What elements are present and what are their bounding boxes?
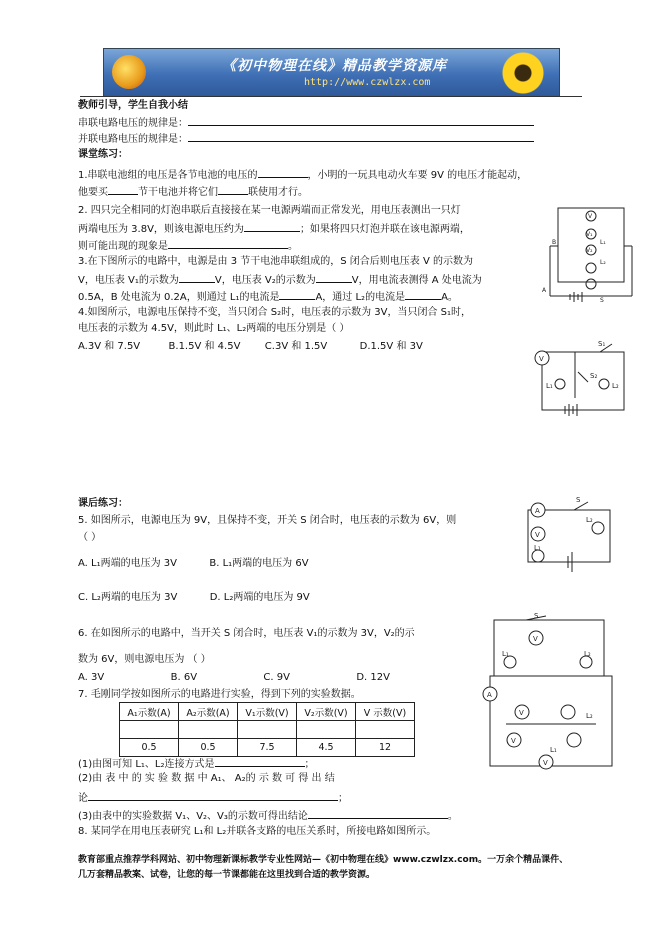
label-l2-lower: L₂ — [586, 712, 593, 720]
label-v: V — [533, 635, 538, 643]
parallel-rule: 并联电路电压的规律是： — [78, 131, 534, 146]
option-c[interactable]: C. L₂两端的电压为 3V — [78, 592, 178, 603]
question-7-part-2: (2)由 表 中 的 实 验 数 据 中 A₁、 A₂的 示 数 可 得 出 结 — [78, 773, 335, 784]
circuit-diagram-q4 — [520, 338, 630, 420]
label-l2: L₂ — [586, 516, 593, 524]
table-cell: 4.5 — [297, 739, 356, 757]
question-7-part-3: (3)由表中的实验数据 V₁、V₂、V₃的示数可得出结论 。 — [78, 808, 458, 823]
circuit-diagram-q2 — [540, 206, 640, 302]
summary-heading: 教师引导，学生自我小结 — [78, 100, 188, 111]
question-6-line-1: 6. 在如图所示的电路中，当开关 S 闭合时，电压表 V₁的示数为 3V，V₂的示 — [78, 628, 415, 639]
label-s: S — [600, 297, 604, 302]
question-5-options-2 — [78, 592, 310, 604]
option-c[interactable]: C. 9V — [263, 672, 290, 683]
header-banner — [103, 48, 560, 97]
label-a: A — [535, 507, 540, 515]
label-l1: L₁ — [546, 382, 553, 390]
question-6-line-2: 数为 6V，则电源电压为 （ ） — [78, 654, 211, 665]
label-l2: L₂ — [612, 382, 619, 390]
question-2-line-3: 则可能出现的现象是 。 — [78, 238, 298, 253]
banner-url[interactable]: http://www.czwlzx.com — [304, 77, 431, 88]
header-divider — [80, 96, 582, 97]
label-s: S — [534, 612, 539, 620]
question-4-options — [78, 341, 423, 353]
question-1-line-1: 1.串联电池组的电压是各节电池的电压的 ，小明的一玩具电动火车要 9V 的电压才能起动， — [78, 167, 527, 182]
label-l1: L₁ — [534, 544, 541, 552]
table-header: A₂示数(A) — [179, 703, 238, 721]
table-header: V 示数(V) — [356, 703, 415, 721]
label-v-left: V — [519, 709, 524, 717]
option-a[interactable]: A. 3V — [78, 672, 105, 683]
banner-title: 《初中物理在线》精品教学资源库 — [222, 58, 447, 74]
question-2-line-1: 2. 四只完全相同的灯泡串联后直接接在某一电源两端而正常发光，用电压表测出一只灯 — [78, 205, 461, 216]
option-b[interactable]: B. 6V — [170, 672, 198, 683]
question-1-line-2: 他要买 节干电池并将它们 联使用才行。 — [78, 184, 308, 199]
circuit-diagram-q5 — [516, 494, 616, 572]
option-c[interactable]: C.3V 和 1.5V — [264, 341, 328, 352]
question-5-line-1: 5. 如图所示，电源电压为 9V，且保持不变，开关 S 闭合时，电压表的示数为 6V，则 — [78, 515, 457, 526]
table-header: A₁示数(A) — [120, 703, 179, 721]
label-s2: S₂ — [590, 372, 598, 380]
label-v: V — [588, 213, 593, 220]
table-cell: 0.5 — [120, 739, 179, 757]
homework-heading: 课后练习： — [78, 498, 128, 509]
label-a: A — [487, 691, 492, 699]
circuit-diagram-q6 — [476, 612, 622, 772]
label-v-lower: V — [511, 737, 516, 745]
table-cell: 0.5 — [179, 739, 238, 757]
option-a[interactable]: A. L₁两端的电压为 3V — [78, 558, 177, 569]
question-5-line-2: （ ） — [78, 532, 102, 543]
label-v: V — [535, 531, 540, 539]
label-l2: L₂ — [600, 259, 606, 266]
label-v-bottom: V — [543, 759, 548, 767]
option-d[interactable]: D.1.5V 和 3V — [359, 341, 423, 352]
option-a[interactable]: A.3V 和 7.5V — [78, 341, 141, 352]
table-header-row — [120, 703, 415, 721]
label-l1: L₁ — [600, 239, 606, 246]
label-s1: S₁ — [598, 340, 606, 348]
table-cell: 12 — [356, 739, 415, 757]
question-2-line-2: 两端电压为 3.8V，则该电源电压约为 ；如果将四只灯泡并联在该电源两端， — [78, 221, 470, 236]
question-7-part-1: (1)由图可知 L₁、L₂连接方式是 ； — [78, 756, 315, 771]
label-l1-lower: L₁ — [550, 746, 557, 754]
option-d[interactable]: D. L₂两端的电压为 9V — [209, 592, 310, 603]
option-d[interactable]: D. 12V — [356, 672, 390, 683]
label-s: S — [576, 496, 581, 504]
label-l2: L₂ — [584, 650, 591, 658]
table-header: V₁示数(V) — [238, 703, 297, 721]
table-header: V₂示数(V) — [297, 703, 356, 721]
question-4-line-2: 电压表的示数为 4.5V，则此时 L₁、L₂两端的电压分别是（ ） — [78, 323, 350, 334]
question-3-line-1: 3.在下图所示的电路中，电源是由 3 节干电池串联组成的，S 闭合后则电压表 V 的示数为 — [78, 256, 473, 267]
table-cell: 7.5 — [238, 739, 297, 757]
label-v1: V₁ — [586, 231, 593, 238]
option-b[interactable]: B.1.5V 和 4.5V — [168, 341, 241, 352]
logo-icon — [112, 55, 146, 89]
footer-line-1: 教育部重点推荐学科网站、初中物理新课标教学专业性网站—《初中物理在线》www.czwlzx.com。一万余个精品课件、 — [78, 855, 569, 865]
option-b[interactable]: B. L₁两端的电压为 6V — [209, 558, 309, 569]
footer-line-2: 几万套精品教案、试卷，让您的每一节课都能在这里找到合适的教学资源。 — [78, 870, 376, 880]
label-l1: L₁ — [502, 650, 509, 658]
label-v: V — [539, 355, 544, 363]
label-v2: V₂ — [586, 247, 593, 254]
label-b: B — [552, 239, 557, 246]
question-4-line-1: 4.如图所示，电源电压保持不变，当只闭合 S₂时，电压表的示数为 3V，当只闭合 S₁时， — [78, 307, 471, 318]
question-7: 7. 毛刚同学按如图所示的电路进行实验，得到下列的实验数据。 — [78, 689, 361, 700]
question-3-line-3: 0.5A，B 处电流为 0.2A，则通过 L₁的电流是 A，通过 L₂的电流是 A。 — [78, 289, 458, 304]
sunflower-icon — [493, 51, 553, 95]
label-a: A — [542, 287, 547, 294]
classwork-heading: 课堂练习： — [78, 149, 128, 160]
experiment-data-table — [119, 702, 415, 757]
question-8: 8. 某同学在用电压表研究 L₁和 L₂并联各支路的电压关系时，所接电路如图所示。 — [78, 826, 437, 837]
series-rule: 串联电路电压的规律是： — [78, 115, 534, 130]
table-row — [120, 739, 415, 757]
question-5-options-1 — [78, 558, 309, 570]
question-3-line-2: V，电压表 V₁的示数为 V，电压表 V₂的示数为 V，用电流表测得 A 处电流为 — [78, 272, 482, 287]
question-7-part-2-blank: 论 ； — [78, 790, 348, 805]
question-6-options — [78, 672, 390, 684]
